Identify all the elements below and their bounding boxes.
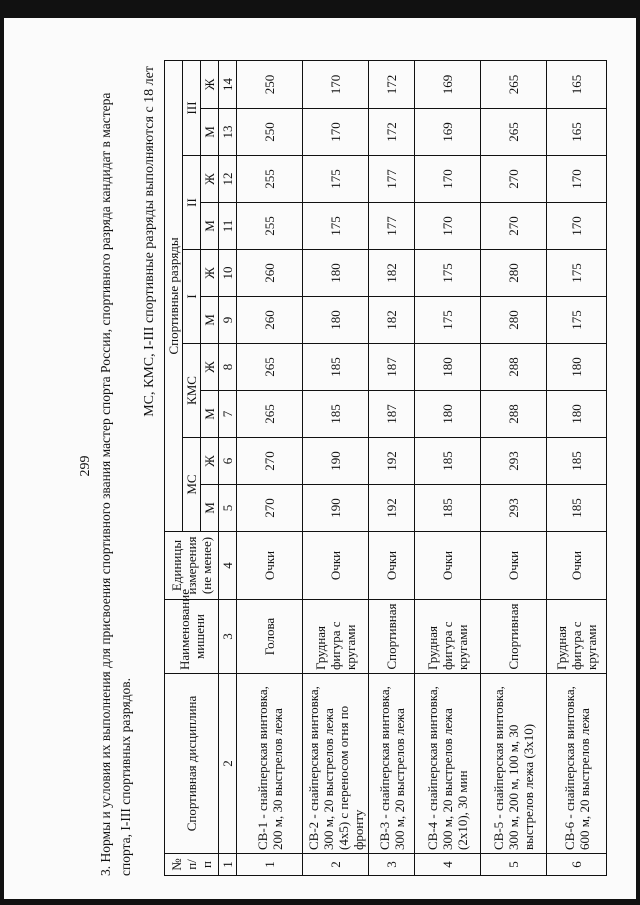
unit-cell: Очки xyxy=(237,532,303,600)
column-number: 1 xyxy=(219,854,237,876)
value-cell: 180 xyxy=(303,250,369,297)
col-header-male: М xyxy=(201,109,219,156)
column-number: 14 xyxy=(219,60,237,108)
value-cell: 185 xyxy=(415,485,481,532)
col-header-female: Ж xyxy=(201,156,219,203)
value-cell: 293 xyxy=(481,485,547,532)
column-number: 8 xyxy=(219,344,237,391)
unit-cell: Очки xyxy=(481,532,547,600)
section-title: 3. Нормы и условия их выполнения для присвоения спортивного звания мастер спорта России, спортивного разряда кандидат в мастера спорта, I-III спортивных разрядов. xyxy=(98,92,133,876)
col-header-rank-2: II xyxy=(183,156,201,250)
value-cell: 250 xyxy=(237,109,303,156)
value-cell: 175 xyxy=(303,156,369,203)
col-header-female: Ж xyxy=(201,60,219,108)
unit-cell: Очки xyxy=(369,532,415,600)
column-number: 13 xyxy=(219,109,237,156)
target-cell: Грудная фигура с кругами xyxy=(547,600,607,674)
column-number: 12 xyxy=(219,156,237,203)
unit-cell: Очки xyxy=(547,532,607,600)
value-cell: 260 xyxy=(237,297,303,344)
value-cell: 185 xyxy=(303,344,369,391)
value-cell: 185 xyxy=(415,438,481,485)
value-cell: 177 xyxy=(369,203,415,250)
value-cell: 185 xyxy=(547,438,607,485)
value-cell: 192 xyxy=(369,485,415,532)
value-cell: 270 xyxy=(481,156,547,203)
value-cell: 175 xyxy=(415,250,481,297)
row-number: 5 xyxy=(481,854,547,876)
col-header-ranks: Спортивные разряды xyxy=(165,60,183,531)
norms-table xyxy=(164,60,607,876)
value-cell: 270 xyxy=(237,438,303,485)
table-row xyxy=(547,60,607,875)
value-cell: 165 xyxy=(547,60,607,108)
value-cell: 180 xyxy=(303,297,369,344)
value-cell: 170 xyxy=(547,156,607,203)
col-header-discipline: Спортивная дисциплина xyxy=(165,674,219,854)
table-row xyxy=(369,60,415,875)
column-number: 6 xyxy=(219,438,237,485)
value-cell: 170 xyxy=(303,109,369,156)
value-cell: 190 xyxy=(303,438,369,485)
discipline-cell: СВ-1 - снайперская винтовка, 200 м, 30 выстрелов лежа xyxy=(237,674,303,854)
value-cell: 192 xyxy=(369,438,415,485)
value-cell: 165 xyxy=(547,109,607,156)
age-note: МС, КМС, I-III спортивные разряды выполняются с 18 лет xyxy=(142,66,157,417)
row-number: 2 xyxy=(303,854,369,876)
value-cell: 177 xyxy=(369,156,415,203)
target-cell: Грудная фигура с кругами xyxy=(303,600,369,674)
column-number: 10 xyxy=(219,250,237,297)
page-number: 299 xyxy=(78,455,93,477)
column-number-row xyxy=(219,60,237,875)
value-cell: 175 xyxy=(547,250,607,297)
value-cell: 265 xyxy=(481,60,547,108)
table-row xyxy=(481,60,547,875)
value-cell: 265 xyxy=(481,109,547,156)
value-cell: 185 xyxy=(303,391,369,438)
discipline-cell: СВ-6 - снайперская винтовка, 600 м, 20 выстрелов лежа xyxy=(547,674,607,854)
row-number: 4 xyxy=(415,854,481,876)
col-header-female: Ж xyxy=(201,344,219,391)
value-cell: 288 xyxy=(481,344,547,391)
discipline-cell: СВ-5 - снайперская винтовка, 300 м, 200 м, 100 м, 30 выстрелов лежа (3х10) xyxy=(481,674,547,854)
value-cell: 260 xyxy=(237,250,303,297)
value-cell: 255 xyxy=(237,156,303,203)
value-cell: 190 xyxy=(303,485,369,532)
value-cell: 170 xyxy=(415,203,481,250)
discipline-cell: СВ-2 - снайперская винтовка, 300 м, 20 выстрелов лежа (4х5) с переносом огня по фронту xyxy=(303,674,369,854)
column-number: 11 xyxy=(219,203,237,250)
col-header-female: Ж xyxy=(201,438,219,485)
value-cell: 172 xyxy=(369,60,415,108)
column-number: 9 xyxy=(219,297,237,344)
value-cell: 182 xyxy=(369,250,415,297)
value-cell: 185 xyxy=(547,485,607,532)
rotated-content xyxy=(72,56,599,876)
value-cell: 170 xyxy=(547,203,607,250)
table-row xyxy=(303,60,369,875)
table-row xyxy=(415,60,481,875)
target-cell: Спортивная xyxy=(481,600,547,674)
target-cell: Грудная фигура с кругами xyxy=(415,600,481,674)
row-number: 6 xyxy=(547,854,607,876)
value-cell: 170 xyxy=(303,60,369,108)
value-cell: 255 xyxy=(237,203,303,250)
row-number: 3 xyxy=(369,854,415,876)
value-cell: 182 xyxy=(369,297,415,344)
value-cell: 175 xyxy=(303,203,369,250)
table-row xyxy=(237,60,303,875)
value-cell: 187 xyxy=(369,391,415,438)
col-header-kms: КМС xyxy=(183,344,201,438)
value-cell: 280 xyxy=(481,250,547,297)
scan-border-left xyxy=(0,0,4,905)
col-header-unit: Единицы измерения (не менее) xyxy=(165,532,219,600)
col-header-male: М xyxy=(201,391,219,438)
value-cell: 250 xyxy=(237,60,303,108)
value-cell: 169 xyxy=(415,109,481,156)
value-cell: 270 xyxy=(481,203,547,250)
value-cell: 180 xyxy=(415,391,481,438)
target-cell: Голова xyxy=(237,600,303,674)
row-number: 1 xyxy=(237,854,303,876)
value-cell: 180 xyxy=(547,391,607,438)
col-header-male: М xyxy=(201,485,219,532)
scan-border-top xyxy=(0,0,640,18)
value-cell: 288 xyxy=(481,391,547,438)
target-cell: Спортивная xyxy=(369,600,415,674)
col-header-rank-1: I xyxy=(183,250,201,344)
col-header-male: М xyxy=(201,297,219,344)
col-header-num: № п/п xyxy=(165,854,219,876)
value-cell: 265 xyxy=(237,391,303,438)
discipline-cell: СВ-4 - снайперская винтовка, 300 м, 20 выстрелов лежа (2х10), 30 мин xyxy=(415,674,481,854)
value-cell: 180 xyxy=(547,344,607,391)
header-row-1 xyxy=(165,60,183,875)
value-cell: 175 xyxy=(547,297,607,344)
value-cell: 175 xyxy=(415,297,481,344)
col-header-ms: МС xyxy=(183,438,201,532)
col-header-female: Ж xyxy=(201,250,219,297)
value-cell: 169 xyxy=(415,60,481,108)
col-header-male: М xyxy=(201,203,219,250)
value-cell: 187 xyxy=(369,344,415,391)
value-cell: 280 xyxy=(481,297,547,344)
column-number: 2 xyxy=(219,674,237,854)
discipline-cell: СВ-3 - снайперская винтовка, 300 м, 20 выстрелов лежа xyxy=(369,674,415,854)
unit-cell: Очки xyxy=(303,532,369,600)
col-header-target: Наименование мишени xyxy=(165,600,219,674)
value-cell: 293 xyxy=(481,438,547,485)
col-header-rank-3: III xyxy=(183,60,201,155)
value-cell: 180 xyxy=(415,344,481,391)
column-number: 7 xyxy=(219,391,237,438)
value-cell: 270 xyxy=(237,485,303,532)
scan-border-bottom xyxy=(0,899,640,905)
unit-cell: Очки xyxy=(415,532,481,600)
value-cell: 172 xyxy=(369,109,415,156)
scan-border-right xyxy=(636,0,640,905)
column-number: 3 xyxy=(219,600,237,674)
value-cell: 170 xyxy=(415,156,481,203)
column-number: 4 xyxy=(219,532,237,600)
column-number: 5 xyxy=(219,485,237,532)
value-cell: 265 xyxy=(237,344,303,391)
